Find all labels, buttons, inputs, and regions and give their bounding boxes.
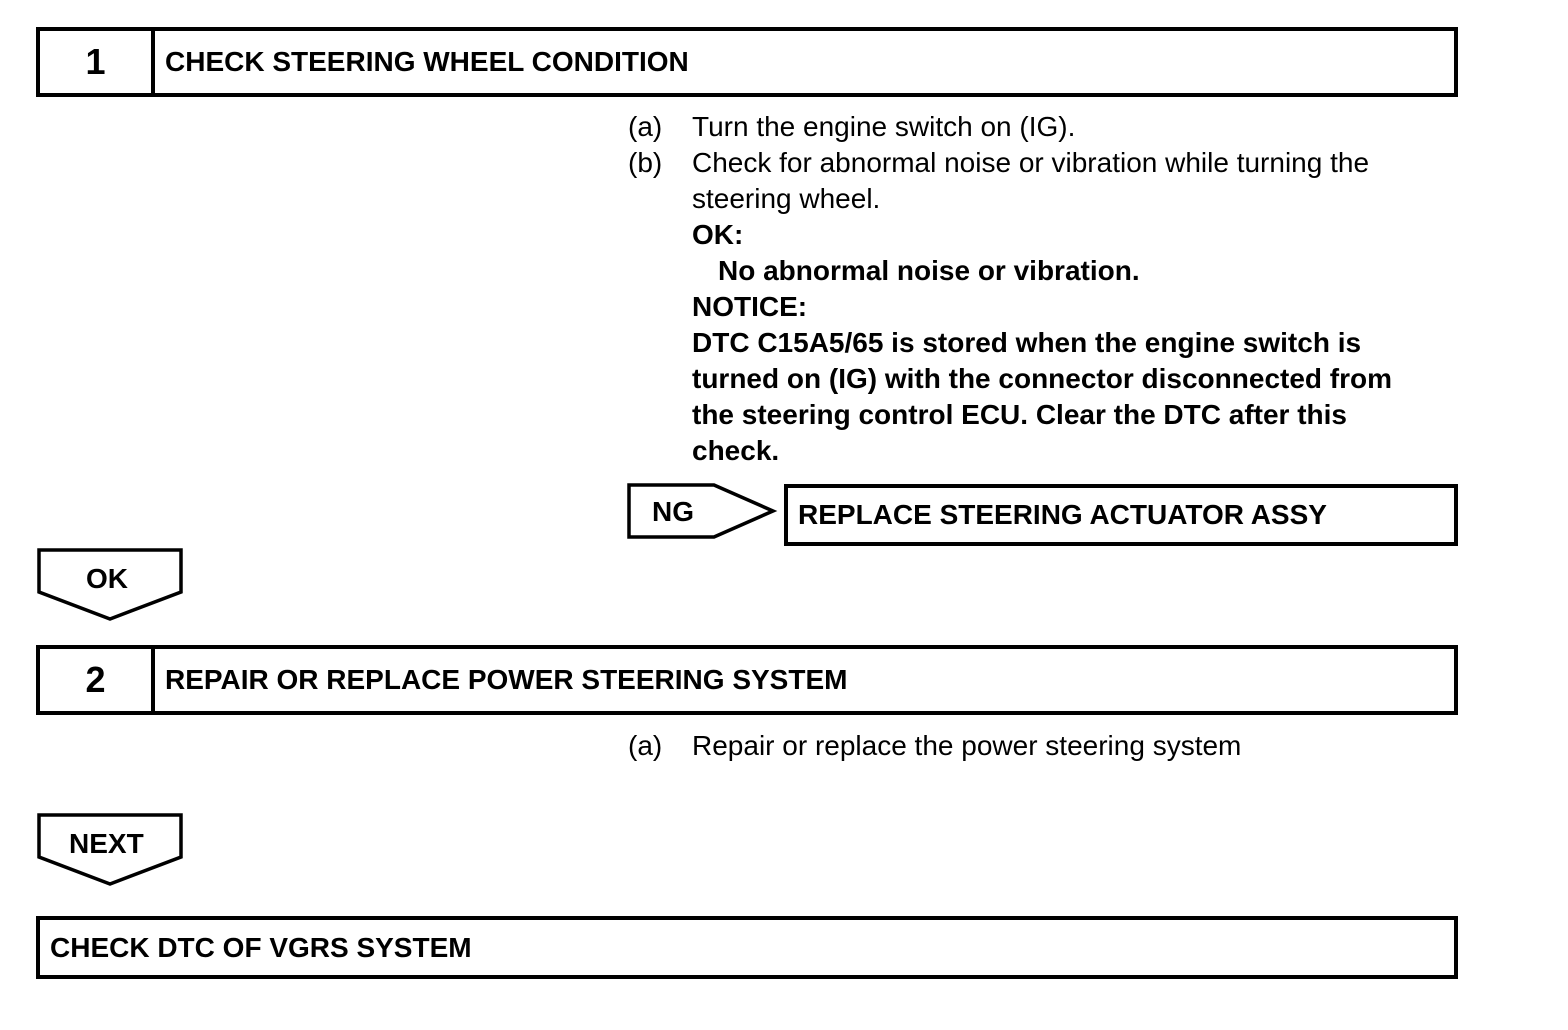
instruction-item [628,109,1468,145]
instruction-item [628,145,1468,469]
step-number: 2 [40,649,155,711]
ng-result-box: REPLACE STEERING ACTUATOR ASSY [784,484,1458,546]
instruction-label: (b) [628,147,663,178]
ok-arrow [36,547,186,623]
instruction-text: Check for abnormal noise or vibration while turning the [692,147,1370,178]
instruction-label: (a) [628,730,663,761]
step-1-instructions [628,109,1468,469]
notice-text: the steering control ECU. Clear the DTC after this [692,399,1347,430]
ok-label: OK [86,563,128,594]
instruction-label: (a) [628,111,663,142]
ok-criteria: No abnormal noise or vibration. [718,255,1140,286]
notice-text: turned on (IG) with the connector disconnected from [692,363,1393,394]
next-arrow [36,812,186,888]
instruction-text: Repair or replace the power steering system [692,730,1242,761]
step-1-header [36,27,1458,97]
instruction-item [628,728,1468,764]
step-title: REPAIR OR REPLACE POWER STEERING SYSTEM [165,664,848,695]
step-2-header [36,645,1458,715]
ng-arrow [626,482,778,542]
notice-text: check. [692,435,780,466]
step-number: 1 [40,31,155,93]
step-title: CHECK STEERING WHEEL CONDITION [165,46,689,77]
notice-heading: NOTICE: [692,291,808,322]
ok-heading: OK: [692,219,744,250]
final-step-box: CHECK DTC OF VGRS SYSTEM [36,916,1458,979]
step-2-instructions [628,728,1468,764]
instruction-text: steering wheel. [692,183,881,214]
next-label: NEXT [69,828,144,859]
instruction-text: Turn the engine switch on (IG). [692,111,1076,142]
ng-label: NG [652,496,694,527]
notice-text: DTC C15A5/65 is stored when the engine switch is [692,327,1362,358]
